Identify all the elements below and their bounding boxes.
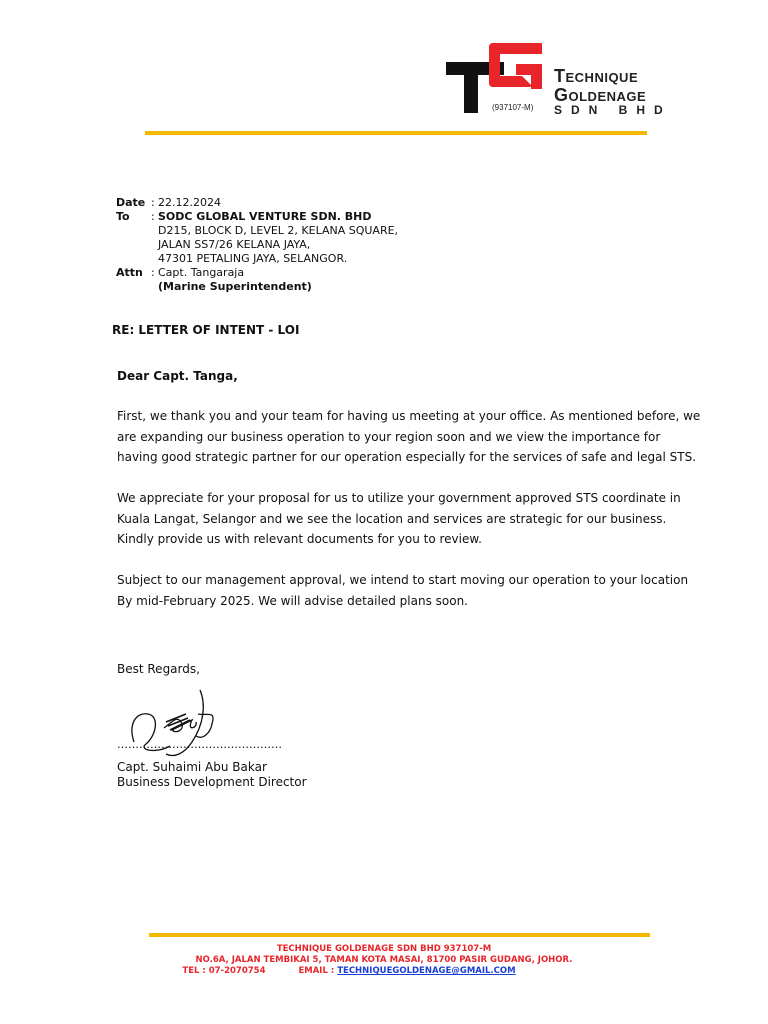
date-row xyxy=(116,196,398,210)
attn-name: Capt. Tangaraja xyxy=(158,266,245,279)
address-row xyxy=(116,252,398,266)
logo-g-top xyxy=(522,43,542,54)
footer-address: NO.6A, JALAN TEMBIKAI 5, TAMAN KOTA MASAI, 81700 PASIR GUDANG, JOHOR. xyxy=(195,955,573,965)
colon: : xyxy=(151,210,155,223)
attn-title-row xyxy=(116,280,398,294)
signer-title: Business Development Director xyxy=(117,775,307,789)
address-line: JALAN SS7/26 KELANA JAYA, xyxy=(158,238,311,251)
address-line: 47301 PETALING JAYA, SELANGOR. xyxy=(158,252,348,265)
logo-g-right xyxy=(531,64,542,89)
address-row xyxy=(116,224,398,238)
logo-name-line2: Goldenage xyxy=(554,85,647,105)
attn-label: Attn xyxy=(116,266,143,279)
subject-line: RE: LETTER OF INTENT - LOI xyxy=(112,323,300,337)
logo-name-line1: Technique xyxy=(554,66,639,86)
logo-t-stem xyxy=(464,62,478,113)
body-paragraph: Subject to our management approval, we intend to start moving our operation to your location By mid-February 2025. We will advise detailed plans soon. xyxy=(117,573,689,608)
header-divider xyxy=(145,131,647,135)
footer-email-label: EMAIL : xyxy=(298,966,335,976)
colon: : xyxy=(151,196,155,209)
company-logo xyxy=(442,40,682,118)
salutation: Dear Capt. Tanga, xyxy=(117,369,238,383)
colon: : xyxy=(151,266,155,279)
footer-divider xyxy=(149,933,650,937)
footer-email-link[interactable]: TECHNIQUEGOLDENAGE@GMAIL.COM xyxy=(337,966,516,976)
address-row xyxy=(116,238,398,252)
recipient-company: SODC GLOBAL VENTURE SDN. BHD xyxy=(158,210,372,223)
recipient-block xyxy=(116,196,398,294)
closing-regards: Best Regards, xyxy=(117,662,200,676)
footer-contact xyxy=(0,966,768,977)
signer-name: Capt. Suhaimi Abu Bakar xyxy=(117,760,267,774)
logo-reg-number: (937107-M) xyxy=(492,103,534,112)
date-label: Date xyxy=(116,196,146,209)
body-paragraph: First, we thank you and your team for having us meeting at your office. As mentioned before, we are expanding our business operation to your region soon and we view the importance for having good strategic partner for our operation especially for the services of safe and legal STS. xyxy=(117,409,701,464)
logo-name-line3: SDN BHD xyxy=(554,103,672,117)
signature-line: ……………………………………… xyxy=(117,738,282,751)
attn-row xyxy=(116,266,398,280)
to-row xyxy=(116,210,398,224)
footer-tel: TEL : 07-2070754 xyxy=(182,966,266,976)
attn-title: (Marine Superintendent) xyxy=(158,280,312,293)
date-value: 22.12.2024 xyxy=(158,196,221,209)
body-paragraph: We appreciate for your proposal for us to utilize your government approved STS coordinate in Kuala Langat, Selangor and we see the location and services are strategic for our business. Kindly provide us with relevant documents for you to review. xyxy=(117,491,681,546)
address-line: D215, BLOCK D, LEVEL 2, KELANA SQUARE, xyxy=(158,224,399,237)
footer-company: TECHNIQUE GOLDENAGE SDN BHD 937107-M xyxy=(276,944,492,954)
to-label: To xyxy=(116,210,130,223)
